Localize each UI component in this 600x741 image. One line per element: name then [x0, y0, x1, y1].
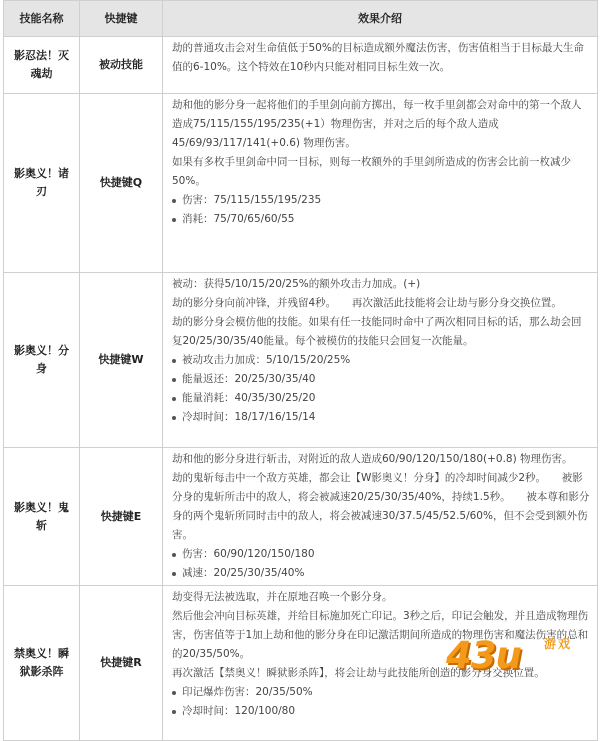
skill-key: 被动技能 [80, 37, 163, 94]
skill-effect [163, 448, 598, 586]
watermark-sub-text: 游戏 [544, 637, 573, 651]
effect-text: 劫的普通攻击会对生命值低于50%的目标造成额外魔法伤害，伤害值相当于目标最大生命值的6-10%。这个特效在10秒内只能对相同目标生效一次。 [172, 42, 584, 73]
stat-item: 印记爆炸伤害：20/35/50% [172, 683, 590, 702]
effect-text: 劫和他的影分身一起将他们的手里剑向前方掷出，每一枚手里剑都会对命中的第一个敌人造成75/115/155/195/235(+1）物理伤害，并对之后的每个敌人造成45/69/93/117/141(+0.6) 物理伤害。 [172, 99, 582, 149]
stat-item: 能量返还：20/25/30/35/40 [172, 370, 590, 389]
effect-text: 如果有多枚手里剑命中同一目标，则每一枚额外的手里剑所造成的伤害会比前一枚减少50%。 [172, 156, 571, 187]
effect-text: 劫的影分身会模仿他的技能。如果有任一技能同时命中了两次相同目标的话，那么劫会回复20/25/30/35/40能量。每个被模仿的技能只会回复一次能量。 [172, 316, 582, 347]
effect-text: 劫和他的影分身进行斩击，对附近的敌人造成60/90/120/150/180(+0.8) 物理伤害。 [172, 453, 573, 465]
skill-key: 快捷键Q [80, 94, 163, 273]
skill-effect [163, 94, 598, 273]
skill-row-passive [4, 37, 598, 94]
stat-list [172, 191, 590, 229]
stat-item: 冷却时间：18/17/16/15/14 [172, 408, 590, 427]
stat-item: 减速：20/25/30/35/40% [172, 564, 590, 583]
site-watermark-logo [446, 632, 596, 678]
skill-row-w [4, 273, 598, 448]
skill-key: 快捷键E [80, 448, 163, 586]
effect-text: 劫的鬼斩每击中一个敌方英雄，都会让【W影奥义！分身】的冷却时间减少2秒。 被影分身的鬼斩所击中的敌人，将会被减速20/25/30/35/40%，持续1.5秒。 被本尊和影分身的两个鬼斩所同时击中的敌人，将会被减速30/37.5/45/52.5/60%，但不会受到额外伤害。 [172, 472, 590, 541]
skill-effect [163, 273, 598, 448]
header-name: 技能名称 [4, 1, 80, 37]
skills-table [3, 0, 598, 741]
skill-row-e [4, 448, 598, 586]
skill-name: 影奥义！分身 [4, 273, 80, 448]
header-effect: 效果介绍 [163, 1, 598, 37]
skill-key: 快捷键W [80, 273, 163, 448]
skill-name: 影奥义！诸刃 [4, 94, 80, 273]
effect-text: 劫的影分身向前冲锋，并残留4秒。 再次激活此技能将会让劫与影分身交换位置。 [172, 297, 562, 309]
stat-list [172, 545, 590, 583]
effect-text: 然后他会冲向目标英雄，并给目标施加死亡印记。3秒之后，印记会触发，并且造成物理伤害，伤害值等于1加上劫和他的影分身在印记激活期间所造成的物理伤害和魔法伤害的总和的20/35/50%。 [172, 610, 589, 660]
skill-name: 影忍法！灭魂劫 [4, 37, 80, 94]
skill-name: 影奥义！鬼斩 [4, 448, 80, 586]
skill-row-q [4, 94, 598, 273]
stat-item: 被动攻击力加成：5/10/15/20/25% [172, 351, 590, 370]
stat-list [172, 683, 590, 721]
watermark-logo-text: 43u [446, 634, 521, 677]
stat-item: 消耗：75/70/65/60/55 [172, 210, 590, 229]
effect-text: 再次激活【禁奥义！瞬狱影杀阵】，将会让劫与此技能所创造的影分身交换位置。 [172, 667, 545, 679]
stat-item: 伤害：75/115/155/195/235 [172, 191, 590, 210]
stat-item: 冷却时间：120/100/80 [172, 702, 590, 721]
effect-text: 被动：获得5/10/15/20/25%的额外攻击力加成。(+) [172, 278, 421, 290]
stat-item: 能量消耗：40/35/30/25/20 [172, 389, 590, 408]
skill-name: 禁奥义！瞬狱影杀阵 [4, 586, 80, 741]
skill-key: 快捷键R [80, 586, 163, 741]
effect-text: 劫变得无法被选取，并在原地召唤一个影分身。 [172, 591, 393, 603]
header-key: 快捷键 [80, 1, 163, 37]
stat-list [172, 351, 590, 427]
stat-item: 伤害：60/90/120/150/180 [172, 545, 590, 564]
skill-effect [163, 37, 598, 94]
table-header-row [4, 1, 598, 37]
